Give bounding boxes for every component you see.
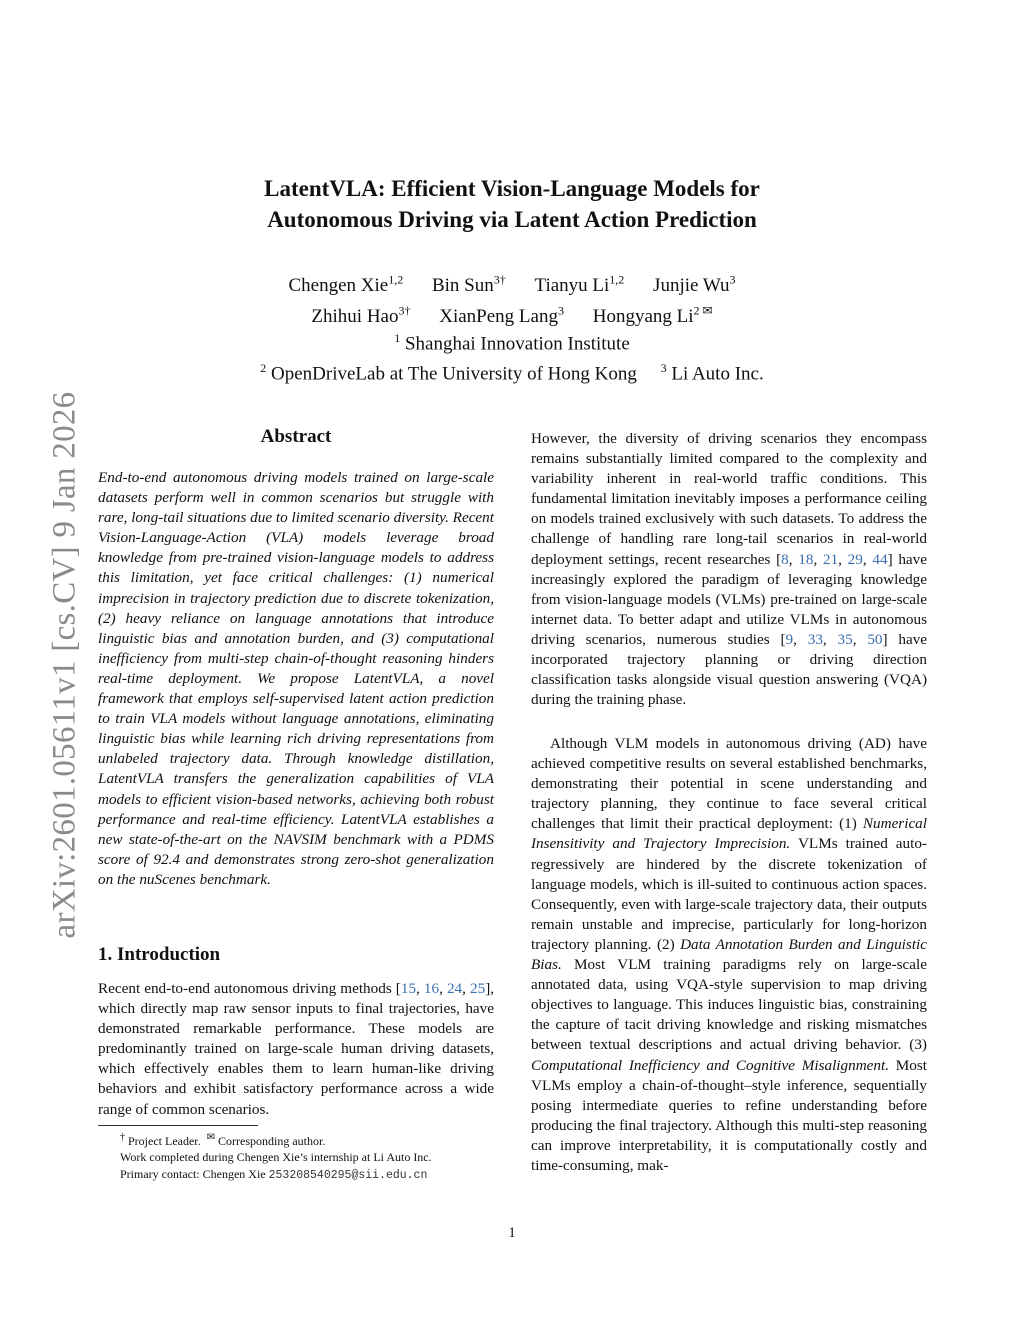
citation-link[interactable]: 33	[807, 630, 823, 648]
author-list	[160, 268, 864, 329]
citation-link[interactable]: 8	[781, 550, 789, 568]
contact-email[interactable]: 253208540295@sii.edu.cn	[268, 1168, 428, 1182]
citation-link[interactable]: 18	[798, 550, 814, 568]
right-paragraph-2: Although VLM models in autonomous driving (AD) have achieved competitive results on several established benchmarks, demonstrating their potential in scene understanding and trajectory planning, they continue to face several critical challenges that limit their practical deployment: (1) Numerical Insensitivity and Trajectory Imprecision. VLMs trained auto-regressively are hindered by the discrete tokenization of language models, which is ill-suited to continuous action spaces. Consequently, even with large-scale trajectory data, their outputs remain unstable and imprecise, particularly for long-horizon trajectory planning. (2) Data Annotation Burden and Linguistic Bias. Most VLM training paradigms rely on large-scale annotated data, using VQA-style supervision to map driving objectives to language. This induces linguistic bias, constraining the capture of tacit driving knowledge and risking mismatches between textual descriptions and actual driving behavior. (3) Computational Inefficiency and Cognitive Misalignment. Most VLMs employ a chain-of-thought–style inference, sequentially posing intermediate queries to refine understanding before producing the final trajectory. Although this multi-step reasoning can improve interpretability, it is computationally costly and time-consuming, mak-	[531, 735, 927, 1174]
abstract-heading: Abstract	[260, 426, 332, 447]
arxiv-id: arXiv:2601.05611v1 [cs.CV] 9 Jan 2026	[46, 391, 83, 939]
author: Junjie Wu$^3$	[653, 273, 736, 297]
citation-link[interactable]: 15	[400, 980, 417, 997]
page-number: 1	[508, 1225, 516, 1241]
citation-link[interactable]: 25	[470, 980, 486, 997]
abstract-text: End-to-end autonomous driving models trained on large-scale datasets perform well in common scenarios but struggle with rare, long-tail situations due to limited scenario diversity. Recent Vision-Language-Action (VLA) models leverage broad knowledge from pre-trained vision-language models to address this limitation, yet face critical challenges: (1) numerical imprecision in trajectory prediction due to discrete tokenization, (2) heavy reliance on language annotations that introduce linguistic bias and annotation burden, and (3) computational inefficiency from multi-step chain-of-thought reasoning hinders real-time deployment. We propose LatentVLA, a novel framework that employs self-supervised latent action prediction to train VLA models without language annotations, eliminating linguistic bias while learning rich driving representations from unlabeled trajectory data. Through knowledge distillation, LatentVLA transfers the generalization capabilities of VLA models to efficient vision-based networks, achieving both robust performance and real-time efficiency. LatentVLA establishes a new state-of-the-art on the NAVSIM benchmark with a PDMS score of 92.4 and demonstrates strong zero-shot generalization on the nuScenes benchmark.	[98, 469, 494, 888]
footnote-rule	[98, 1125, 258, 1126]
citation-link[interactable]: 9	[785, 630, 794, 648]
footnote-1: † Project Leader. ✉ Corresponding author.	[120, 1132, 326, 1148]
citation-link[interactable]: 44	[872, 550, 888, 568]
section-heading-introduction: 1. Introduction	[98, 944, 221, 965]
author-row-1	[160, 268, 864, 298]
footnote-3: Primary contact: Chengen Xie 253208540295@sii.edu.cn	[120, 1166, 428, 1182]
citation-link[interactable]: 16	[423, 980, 440, 997]
author: Hongyang $Li^{2 ✉}$	[592, 303, 713, 327]
paper-title	[160, 173, 864, 235]
intro-paragraph: Recent end-to-end autonomous driving methods [15, 16, 24, 25], which directly map raw sensor inputs to final trajectories, have demonstrated remarkable performance. These models are predominantly trained on large-scale human driving datasets, which effectively enables them to learn human-like driving behaviors and exhibit satisfactory performance across a wide range of common scenarios.	[98, 980, 495, 1118]
citation-link[interactable]: 35	[837, 630, 853, 648]
right-paragraph-1: However, the diversity of driving scenarios they encompass remains substantially limited compared to the complexity and variability inherent in real-world traffic conditions. This fundamental limitation inevitably imposes a performance ceiling on models trained exclusively with such datasets. To address the challenge of handling rare long-tail scenarios in real-world deployment settings, recent researches [8, 18, 21, 29, 44] have increasingly explored the paradigm of leveraging knowledge from vision-language models (VLMs) pre-trained on large-scale internet data. To better adapt and utilize VLMs in autonomous driving scenarios, numerous studies [9, 33, 35, 50] have incorporated trajectory planning or driving direction classification tasks alongside visual question answering (VQA) during the training phase.	[531, 430, 928, 709]
affiliations	[160, 326, 864, 387]
footnotes	[120, 1130, 500, 1184]
footnote-2: Work completed during Chengen Xie’s internship at Li Auto Inc.	[120, 1150, 432, 1165]
affiliation-2-3: $^2$ OpenDriveLab at The University of Hong Kong $^3$ Li Auto Inc.	[260, 361, 764, 385]
author-row-2	[160, 298, 864, 328]
envelope-icon: ✉	[206, 1132, 216, 1143]
citation-link[interactable]: 21	[822, 550, 839, 568]
citation-link[interactable]: 24	[446, 980, 463, 997]
title-line-1: LatentVLA: Efficient Vision-Language Models for	[264, 176, 760, 201]
author: Chengen Xie$^{1,2}$	[288, 273, 404, 297]
title-line-2: Autonomous Driving via Latent Action Prediction	[267, 207, 757, 232]
arxiv-sidebar-stamp	[30, 385, 100, 945]
affiliation-1: $^1$ Shanghai Innovation Institute	[394, 331, 630, 355]
author: Bin Sun$^{3\dagger}$	[431, 273, 506, 297]
author: Zhihui Hao$^{3\dagger}$	[311, 303, 411, 327]
citation-link[interactable]: 50	[867, 630, 883, 648]
author: XianPeng Lang$^3$	[439, 303, 564, 327]
citation-link[interactable]: 29	[847, 550, 863, 568]
author: Tianyu Li$^{1,2}$	[534, 273, 625, 297]
